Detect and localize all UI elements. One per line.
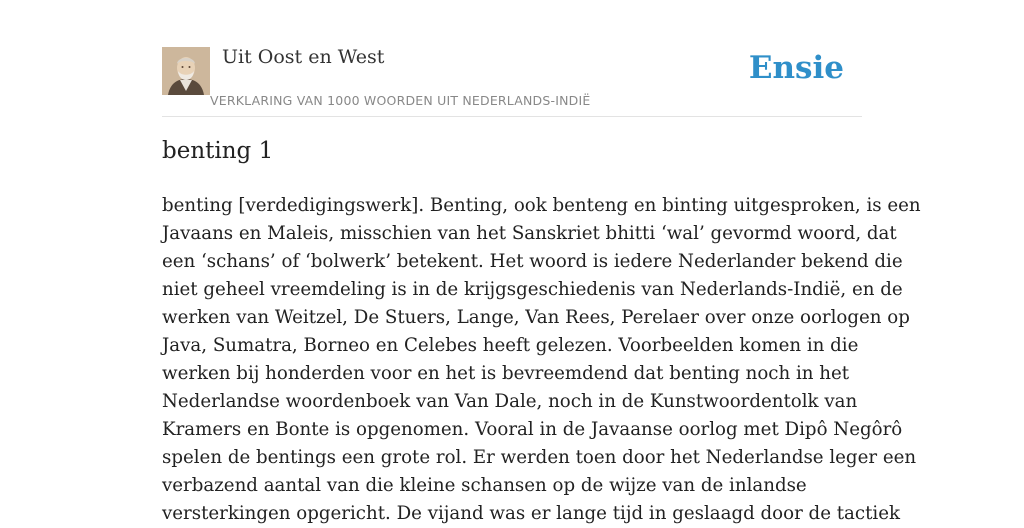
text-line: werken bij honderden voor en het is bevreemdend dat benting noch in het xyxy=(162,363,850,384)
text-line: een ‘schans’ of ‘bolwerk’ betekent. Het woord is iedere Nederlander bekend die xyxy=(162,251,903,272)
book-title[interactable]: Uit Oost en West xyxy=(222,46,385,68)
entry-text xyxy=(162,192,921,528)
text-line: verbazend aantal van die kleine schansen op de wijze van de inlandse xyxy=(162,475,807,496)
page-header xyxy=(162,46,862,117)
ensie-logo[interactable]: Ensie xyxy=(748,50,844,86)
text-line: Java, Sumatra, Borneo en Celebes heeft gelezen. Voorbeelden komen in die xyxy=(162,335,859,356)
text-line: Javaans en Maleis, misschien van het Sanskriet bhitti ‘wal’ gevormd woord, dat xyxy=(162,223,897,244)
book-subtitle: VERKLARING VAN 1000 WOORDEN UIT NEDERLANDS-INDIË xyxy=(210,93,591,108)
text-line: werken van Weitzel, De Stuers, Lange, Van Rees, Perelaer over onze oorlogen op xyxy=(162,307,910,328)
text-line: benting [verdedigingswerk]. Benting, ook benteng en binting uitgesproken, is een xyxy=(162,195,921,216)
text-line: Kramers en Bonte is opgenomen. Vooral in de Javaanse oorlog met Dipô Negôrô xyxy=(162,419,903,440)
entry-title: benting 1 xyxy=(162,138,274,164)
text-line: niet geheel vreemdeling is in de krijgsgeschiedenis van Nederlands-Indië, en de xyxy=(162,279,903,300)
author-portrait-icon[interactable] xyxy=(162,47,210,95)
text-line: spelen de bentings een grote rol. Er werden toen door het Nederlandse leger een xyxy=(162,447,917,468)
text-line: Nederlandse woordenboek van Van Dale, noch in de Kunstwoordentolk van xyxy=(162,391,858,412)
text-line: versterkingen opgericht. De vijand was er lange tijd in geslaagd door de tactiek xyxy=(162,503,900,524)
